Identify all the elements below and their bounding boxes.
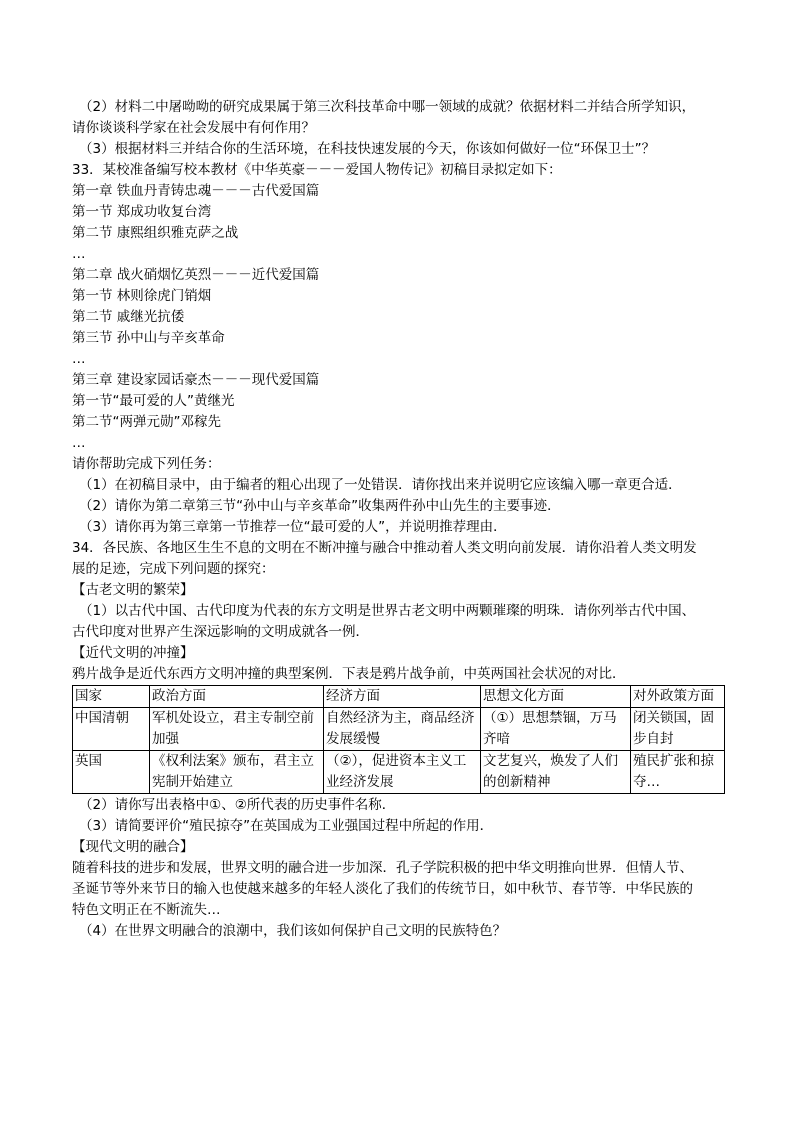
table-header-cell: 思想文化方面 (481, 686, 631, 708)
q32-sub2: （2）材料二中屠呦呦的研究成果属于第三次科技革命中哪一领域的成就？依据材料二并结合所学知识， (79, 99, 696, 115)
section-title-ancient: 【古老文明的繁荣】 (72, 582, 194, 598)
q34-sub2: （2）请你写出表格中①、②所代表的历史事件名称． (79, 797, 396, 813)
toc-line: 第一节“最可爱的人”黄继光 (72, 393, 235, 409)
toc-line: 第三节 孙中山与辛亥革命 (72, 330, 225, 346)
q33-task: （3）请你再为第三章第一节推荐一位“最可爱的人”，并说明推荐理由． (79, 519, 507, 535)
table-cell: （②），促进资本主义工业经济发展 (324, 751, 481, 794)
toc-line: 第一章 铁血丹青铸忠魂－－－古代爱国篇 (72, 183, 320, 199)
toc-line: 第二节“两弹元勋”邓稼先 (72, 414, 221, 430)
table-cell: 闭关锁国，固步自封 (631, 708, 725, 751)
section-title-modern-clash: 【近代文明的冲撞】 (72, 645, 194, 661)
q33-task: （2）请你为第二章第三节“孙中山与辛亥革命”收集两件孙中山先生的主要事迹． (79, 498, 561, 514)
table-header-row (73, 686, 725, 708)
q34-sub3: （3）请简要评价“殖民掠夺”在英国成为工业强国过程中所起的作用． (79, 818, 494, 834)
toc-line: 第一节 郑成功收复台湾 (72, 204, 212, 220)
toc-line: 第三章 建设家园话豪杰－－－现代爱国篇 (72, 372, 320, 388)
table-cell: 《权利法案》颁布，君主立宪制开始建立 (150, 751, 324, 794)
q34-sub1: （1）以古代中国、古代印度为代表的东方文明是世界古老文明中两颗璀璨的明珠．请你列举古代中国、 (79, 603, 696, 619)
table-cell: 殖民扩张和掠夺… (631, 751, 725, 794)
toc-line: … (72, 351, 86, 367)
q33-task: （1）在初稿目录中，由于编者的粗心出现了一处错误．请你找出来并说明它应该编入哪一章更合适． (79, 477, 682, 493)
table-intro: 鸦片战争是近代东西方文明冲撞的典型案例．下表是鸦片战争前，中英两国社会状况的对比． (72, 666, 626, 682)
fusion-paragraph: 随着科技的进步和发展，世界文明的融合进一步加深．孔子学院积极的把中华文明推向世界．但情人节、 (72, 860, 693, 876)
q34-sub1-continued: 古代印度对世界产生深远影响的文明成就各一例． (72, 624, 369, 640)
q34-sub4: （4）在世界文明融合的浪潮中，我们该如何保护自己文明的民族特色？ (79, 923, 507, 939)
q32-sub3: （3）根据材料三并结合你的生活环境，在科技快速发展的今天，你该如何做好一位“环保卫士”？ (79, 141, 656, 157)
toc-line: … (72, 435, 86, 451)
toc-line: 第二节 康熙组织雅克萨之战 (72, 225, 239, 241)
table-cell: 军机处设立，君主专制空前加强 (150, 708, 324, 751)
table-header-cell: 经济方面 (324, 686, 481, 708)
toc-line: 第二节 戚继光抗倭 (72, 309, 185, 325)
exam-page (72, 97, 724, 942)
table-header-cell: 政治方面 (150, 686, 324, 708)
q34-stem-continued: 展的足迹，完成下列问题的探究： (72, 561, 275, 577)
fusion-paragraph-continued: 圣诞节等外来节日的输入也使越来越多的年轻人淡化了我们的传统节日，如中秋节、春节等．中华民族的 (72, 881, 693, 897)
table-cell: 文艺复兴，焕发了人们的创新精神 (481, 751, 631, 794)
q33-task-intro: 请你帮助完成下列任务： (72, 456, 221, 472)
table-cell: 自然经济为主，商品经济发展缓慢 (324, 708, 481, 751)
q32-sub2-continued: 请你谈谈科学家在社会发展中有何作用？ (72, 120, 315, 136)
toc-line: 第一节 林则徐虎门销烟 (72, 288, 212, 304)
toc-line: … (72, 246, 86, 262)
q33-stem: 33．某校准备编写校本教材《中华英豪－－－爱国人物传记》初稿目录拟定如下： (72, 162, 562, 178)
table-cell: 中国清朝 (73, 708, 150, 751)
q34-stem: 34．各民族、各地区生生不息的文明在不断冲撞与融合中推动着人类文明向前发展．请你沿着人类文明发 (72, 540, 697, 556)
toc-line: 第二章 战火硝烟忆英烈－－－近代爱国篇 (72, 267, 320, 283)
fusion-paragraph-continued: 特色文明正在不断流失… (72, 902, 221, 918)
table-header-cell: 国家 (73, 686, 150, 708)
comparison-table (72, 685, 725, 794)
table-cell: 英国 (73, 751, 150, 794)
section-title-modern-fusion: 【现代文明的融合】 (72, 839, 194, 855)
table-cell: （①）思想禁锢，万马齐喑 (481, 708, 631, 751)
table-row (73, 708, 725, 751)
table-header-cell: 对外政策方面 (631, 686, 725, 708)
table-row (73, 751, 725, 794)
